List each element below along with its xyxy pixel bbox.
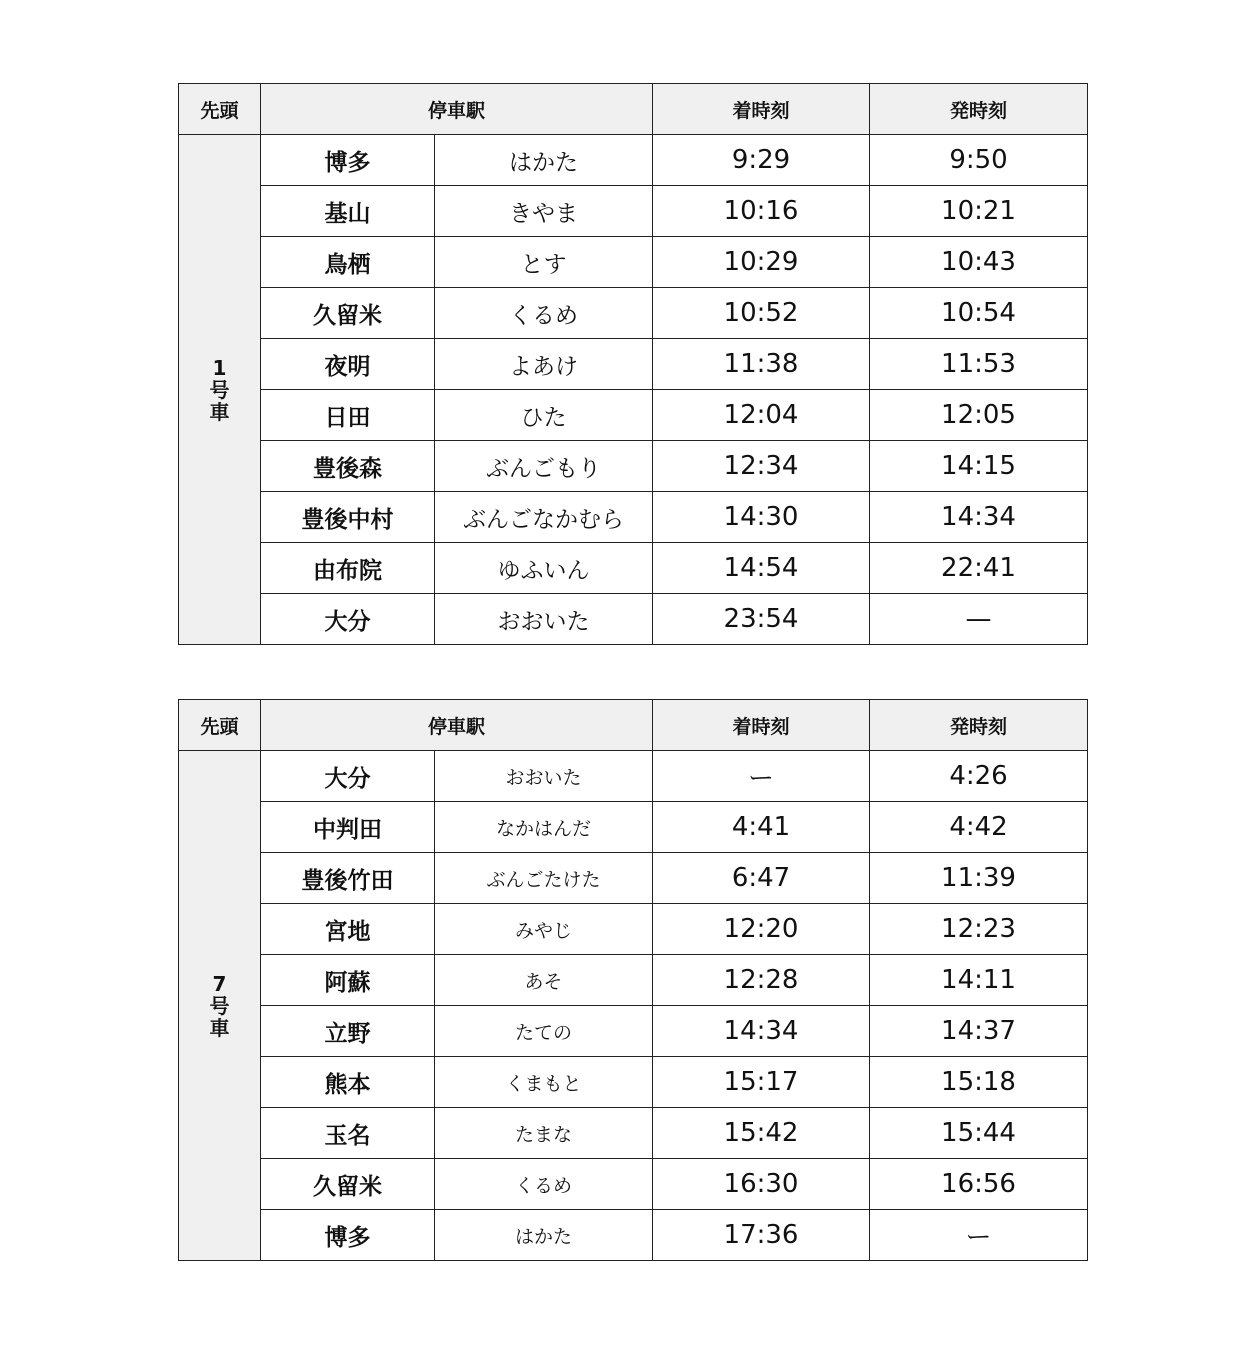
- station-kanji: 由布院: [261, 543, 435, 594]
- station-kanji: 夜明: [261, 339, 435, 390]
- arrival-time: 12:34: [653, 441, 870, 492]
- table-row: [179, 186, 1088, 237]
- station-kanji: 日田: [261, 390, 435, 441]
- car-label-char: 車: [209, 399, 230, 424]
- arrival-time: 4:41: [653, 802, 870, 853]
- departure-time: 14:34: [870, 492, 1088, 543]
- station-kana: くまもと: [435, 1057, 653, 1108]
- station-kanji: 基山: [261, 186, 435, 237]
- header-arrive: 着時刻: [653, 700, 870, 751]
- departure-time: 14:37: [870, 1006, 1088, 1057]
- car-label-char: 号: [209, 993, 230, 1018]
- station-kanji: 阿蘇: [261, 955, 435, 1006]
- table-row: [179, 135, 1088, 186]
- station-kana: おおいた: [435, 594, 653, 645]
- departure-time: 12:23: [870, 904, 1088, 955]
- departure-time: 14:15: [870, 441, 1088, 492]
- car-label-char: 1: [212, 355, 227, 380]
- table-row: [179, 751, 1088, 802]
- departure-time: 12:05: [870, 390, 1088, 441]
- table-row: [179, 1006, 1088, 1057]
- header-arrive: 着時刻: [653, 84, 870, 135]
- car-label-char: 号: [209, 377, 230, 402]
- table-row: [179, 904, 1088, 955]
- arrival-time: 6:47: [653, 853, 870, 904]
- car-label-char: 車: [209, 1015, 230, 1040]
- arrival-time: 14:34: [653, 1006, 870, 1057]
- header-lead: 先頭: [179, 700, 261, 751]
- table-row: [179, 441, 1088, 492]
- arrival-time: 12:04: [653, 390, 870, 441]
- station-kana: よあけ: [435, 339, 653, 390]
- car-label: [179, 751, 261, 1261]
- station-kana: ぶんごたけた: [435, 853, 653, 904]
- station-kana: たまな: [435, 1108, 653, 1159]
- timetable-2: [178, 699, 1088, 1261]
- header-row: [179, 700, 1088, 751]
- departure-time: —: [870, 594, 1088, 645]
- table-row: [179, 288, 1088, 339]
- departure-time: 14:11: [870, 955, 1088, 1006]
- arrival-time: 10:29: [653, 237, 870, 288]
- table-row: [179, 1057, 1088, 1108]
- station-kana: きやま: [435, 186, 653, 237]
- departure-time: 10:43: [870, 237, 1088, 288]
- table-row: [179, 853, 1088, 904]
- station-kanji: 大分: [261, 594, 435, 645]
- arrival-time: 11:38: [653, 339, 870, 390]
- header-station: 停車駅: [261, 84, 653, 135]
- car-label: [179, 135, 261, 645]
- departure-time: 11:53: [870, 339, 1088, 390]
- table-row: [179, 1210, 1088, 1261]
- station-kanji: 熊本: [261, 1057, 435, 1108]
- station-kana: ひた: [435, 390, 653, 441]
- table-row: [179, 543, 1088, 594]
- station-kana: くるめ: [435, 1159, 653, 1210]
- arrival-time: 9:29: [653, 135, 870, 186]
- station-kanji: 中判田: [261, 802, 435, 853]
- table-row: [179, 339, 1088, 390]
- station-kanji: 宮地: [261, 904, 435, 955]
- departure-time: 15:44: [870, 1108, 1088, 1159]
- station-kanji: 久留米: [261, 1159, 435, 1210]
- station-kanji: 豊後森: [261, 441, 435, 492]
- timetable-1: [178, 83, 1088, 645]
- station-kanji: 玉名: [261, 1108, 435, 1159]
- arrival-time: 15:17: [653, 1057, 870, 1108]
- departure-time: 15:18: [870, 1057, 1088, 1108]
- departure-time: 4:42: [870, 802, 1088, 853]
- table-row: [179, 237, 1088, 288]
- station-kana: はかた: [435, 1210, 653, 1261]
- departure-time: 11:39: [870, 853, 1088, 904]
- arrival-time: 10:16: [653, 186, 870, 237]
- station-kana: ゆふいん: [435, 543, 653, 594]
- header-station: 停車駅: [261, 700, 653, 751]
- departure-time: ー: [870, 1210, 1088, 1261]
- station-kanji: 豊後竹田: [261, 853, 435, 904]
- arrival-time: 16:30: [653, 1159, 870, 1210]
- arrival-time: 12:20: [653, 904, 870, 955]
- arrival-time: 14:30: [653, 492, 870, 543]
- arrival-time: 15:42: [653, 1108, 870, 1159]
- departure-time: 10:54: [870, 288, 1088, 339]
- arrival-time: 10:52: [653, 288, 870, 339]
- station-kanji: 博多: [261, 135, 435, 186]
- arrival-time: 23:54: [653, 594, 870, 645]
- station-kana: なかはんだ: [435, 802, 653, 853]
- car-label-char: 7: [212, 971, 227, 996]
- station-kana: おおいた: [435, 751, 653, 802]
- station-kana: ぶんごもり: [435, 441, 653, 492]
- header-row: [179, 84, 1088, 135]
- arrival-time: 17:36: [653, 1210, 870, 1261]
- station-kanji: 久留米: [261, 288, 435, 339]
- table-row: [179, 1108, 1088, 1159]
- station-kana: くるめ: [435, 288, 653, 339]
- station-kanji: 大分: [261, 751, 435, 802]
- departure-time: 16:56: [870, 1159, 1088, 1210]
- departure-time: 4:26: [870, 751, 1088, 802]
- table-row: [179, 802, 1088, 853]
- departure-time: 9:50: [870, 135, 1088, 186]
- header-depart: 発時刻: [870, 84, 1088, 135]
- table-row: [179, 390, 1088, 441]
- arrival-time: ー: [653, 751, 870, 802]
- station-kanji: 博多: [261, 1210, 435, 1261]
- arrival-time: 12:28: [653, 955, 870, 1006]
- table-row: [179, 594, 1088, 645]
- station-kana: ぶんごなかむら: [435, 492, 653, 543]
- departure-time: 22:41: [870, 543, 1088, 594]
- station-kana: はかた: [435, 135, 653, 186]
- header-depart: 発時刻: [870, 700, 1088, 751]
- station-kana: たての: [435, 1006, 653, 1057]
- table-row: [179, 1159, 1088, 1210]
- station-kana: とす: [435, 237, 653, 288]
- station-kana: みやじ: [435, 904, 653, 955]
- table-row: [179, 492, 1088, 543]
- station-kana: あそ: [435, 955, 653, 1006]
- departure-time: 10:21: [870, 186, 1088, 237]
- arrival-time: 14:54: [653, 543, 870, 594]
- station-kanji: 豊後中村: [261, 492, 435, 543]
- station-kanji: 鳥栖: [261, 237, 435, 288]
- station-kanji: 立野: [261, 1006, 435, 1057]
- table-row: [179, 955, 1088, 1006]
- header-lead: 先頭: [179, 84, 261, 135]
